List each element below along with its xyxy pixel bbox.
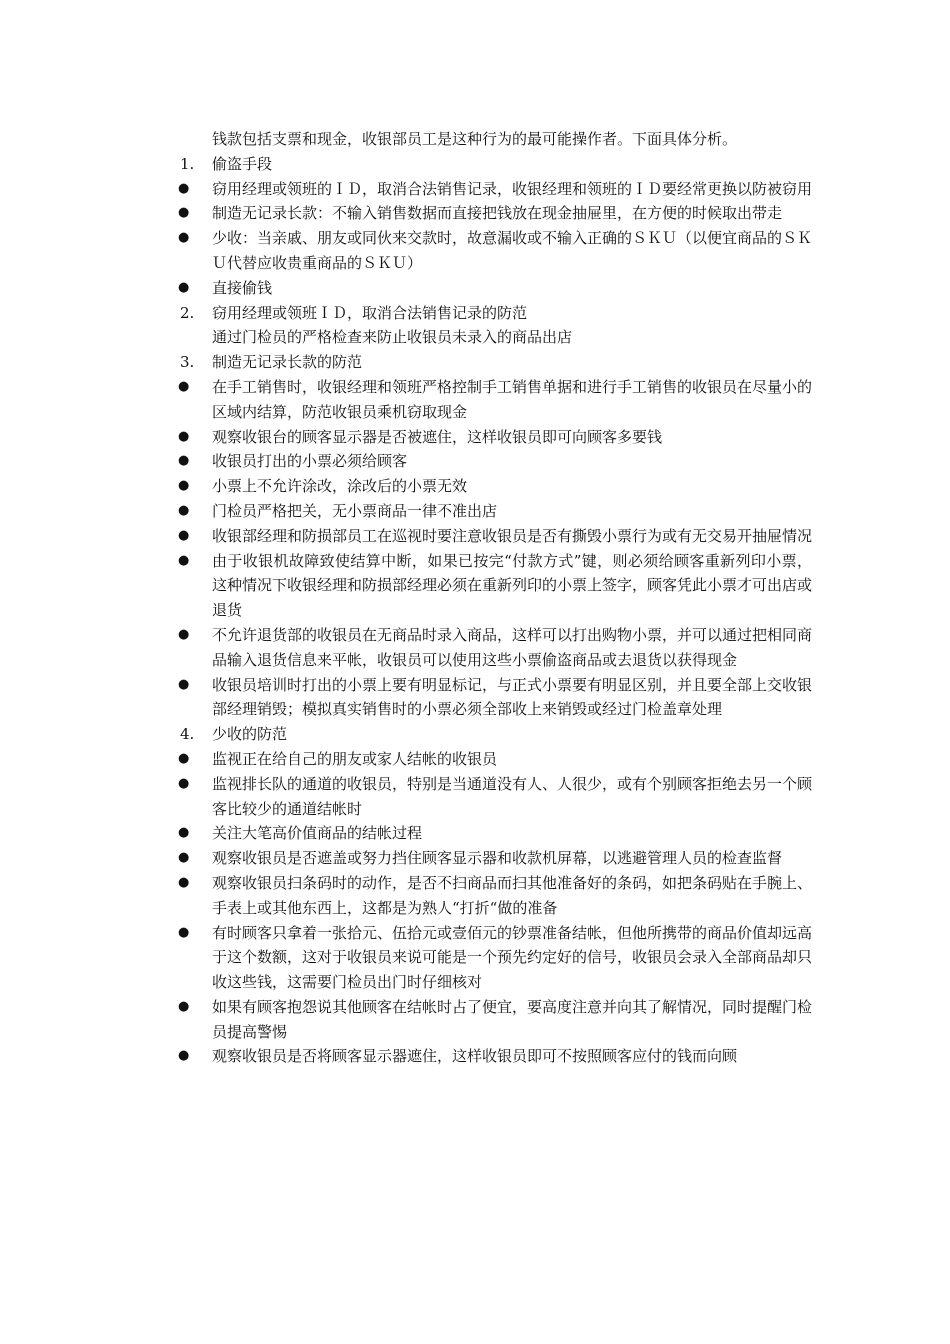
paragraph bbox=[176, 325, 812, 350]
text: 监视正在给自己的朋友或家人结帐的收银员 bbox=[212, 749, 498, 768]
bullet-icon: ● bbox=[178, 750, 190, 766]
text: 窃用经理或领班的ＩＤ，取消合法销售记录，收银经理和领班的ＩＤ要经常更换以防被窃用 bbox=[212, 179, 813, 198]
text: 直接偷钱 bbox=[212, 278, 273, 297]
bullet-icon: ● bbox=[178, 453, 190, 469]
bullet-icon: ● bbox=[178, 1048, 190, 1064]
bullet-item bbox=[176, 474, 812, 499]
text: 制造无记录长款：不输入销售数据而直接把钱放在现金抽屉里，在方便的时候取出带走 bbox=[212, 204, 783, 223]
bullet-icon: ● bbox=[178, 428, 190, 444]
numbered-heading bbox=[176, 301, 812, 326]
list-number: 4. bbox=[180, 725, 195, 744]
bullet-icon: ● bbox=[178, 825, 190, 841]
bullet-icon: ● bbox=[178, 527, 190, 543]
text: 观察收银台的顾客显示器是否被遮住，这样收银员即可向顾客多要钱 bbox=[212, 427, 663, 446]
text: 小票上不允许涂改，涂改后的小票无效 bbox=[212, 477, 468, 496]
list-number: 1. bbox=[180, 154, 195, 173]
bullet-icon: ● bbox=[178, 626, 190, 642]
text: 少收：当亲戚、朋友或同伙来交款时，故意漏收或不输入正确的ＳＫＵ（以便宜商品的ＳＫＵ代替应收贵重商品的ＳＫＵ） bbox=[212, 229, 813, 272]
text: 在手工销售时，收银经理和领班严格控制手工销售单据和进行手工销售的收银员在尽量小的区域内结算，防范收银员乘机窃取现金 bbox=[212, 377, 813, 421]
text: 收银员打出的小票必须给顾客 bbox=[212, 452, 408, 471]
bullet-icon: ● bbox=[178, 478, 190, 494]
numbered-heading bbox=[176, 350, 812, 375]
text: 少收的防范 bbox=[212, 725, 288, 744]
text: 收银部经理和防损部员工在巡视时要注意收银员是否有撕毁小票行为或有无交易开抽屉情况 bbox=[212, 526, 813, 545]
bullet-item bbox=[176, 846, 812, 871]
paragraph bbox=[176, 127, 812, 152]
bullet-item bbox=[176, 201, 812, 226]
text: 观察收银员扫条码时的动作，是否不扫商品而扫其他准备好的条码，如把条码贴在手腕上、手表上或其他东西上，这都是为熟人“打折“做的准备 bbox=[212, 873, 813, 917]
text: 偷盗手段 bbox=[212, 154, 273, 173]
bullet-item bbox=[176, 821, 812, 846]
bullet-item bbox=[176, 747, 812, 772]
bullet-icon: ● bbox=[178, 874, 190, 890]
bullet-item bbox=[176, 921, 812, 995]
bullet-item bbox=[176, 623, 812, 673]
text: 门检员严格把关，无小票商品一律不准出店 bbox=[212, 501, 498, 520]
text: 有时顾客只拿着一张拾元、伍拾元或壹佰元的钞票准备结帐，但他所携带的商品价值却远高于这个数额，这对于收银员来说可能是一个预先约定好的信号，收银员会录入全部商品却只收这些钱，这需要门检员出门时仔细核对 bbox=[212, 923, 813, 992]
bullet-icon: ● bbox=[178, 998, 190, 1014]
text: 观察收银员是否遮盖或努力挡住顾客显示器和收款机屏幕，以逃避管理人员的检查监督 bbox=[212, 849, 783, 868]
text: 如果有顾客抱怨说其他顾客在结帐时占了便宜，要高度注意并向其了解情况，同时提醒门检员提高警惕 bbox=[212, 997, 813, 1041]
numbered-heading bbox=[176, 722, 812, 747]
numbered-heading bbox=[176, 152, 812, 177]
text: 窃用经理或领班ＩＤ，取消合法销售记录的防范 bbox=[212, 303, 528, 322]
list-number: 2. bbox=[180, 303, 195, 322]
text: 制造无记录长款的防范 bbox=[212, 353, 363, 372]
bullet-icon: ● bbox=[178, 676, 190, 692]
bullet-icon: ● bbox=[178, 378, 190, 394]
bullet-item bbox=[176, 995, 812, 1045]
bullet-icon: ● bbox=[178, 775, 190, 791]
bullet-icon: ● bbox=[178, 279, 190, 295]
bullet-icon: ● bbox=[178, 205, 190, 221]
bullet-icon: ● bbox=[178, 850, 190, 866]
bullet-item bbox=[176, 871, 812, 921]
text: 不允许退货部的收银员在无商品时录入商品，这样可以打出购物小票，并可以通过把相同商品输入退货信息来平帐，收银员可以使用这些小票偷盗商品或去退货以获得现金 bbox=[212, 625, 813, 669]
bullet-icon: ● bbox=[178, 180, 190, 196]
bullet-icon: ● bbox=[178, 552, 190, 568]
text: 监视排长队的通道的收银员，特别是当通道没有人、人很少，或有个别顾客拒绝去另一个顾客比较少的通道结帐时 bbox=[212, 774, 813, 818]
bullet-item bbox=[176, 375, 812, 425]
bullet-icon: ● bbox=[178, 924, 190, 940]
text: 收银员培训时打出的小票上要有明显标记，与正式小票要有明显区别，并且要全部上交收银部经理销毁；模拟真实销售时的小票必须全部收上来销毁或经过门检盖章处理 bbox=[212, 675, 813, 719]
bullet-item bbox=[176, 1044, 812, 1069]
bullet-item bbox=[176, 276, 812, 301]
bullet-item bbox=[176, 226, 812, 276]
bullet-item bbox=[176, 549, 812, 623]
bullet-item bbox=[176, 425, 812, 450]
text: 由于收银机故障致使结算中断，如果已按完“付款方式”键，则必须给顾客重新列印小票，这种情况下收银经理和防损部经理必须在重新列印的小票上签字，顾客凭此小票才可出店或退货 bbox=[212, 551, 813, 620]
bullet-item bbox=[176, 524, 812, 549]
bullet-icon: ● bbox=[178, 502, 190, 518]
bullet-item bbox=[176, 449, 812, 474]
text: 通过门检员的严格检查来防止收银员未录入的商品出店 bbox=[212, 328, 573, 347]
text: 钱款包括支票和现金，收银部员工是这种行为的最可能操作者。下面具体分析。 bbox=[212, 130, 738, 148]
bullet-item bbox=[176, 673, 812, 723]
document-body bbox=[176, 127, 812, 1069]
bullet-icon: ● bbox=[178, 230, 190, 246]
list-number: 3. bbox=[180, 353, 195, 372]
bullet-item bbox=[176, 499, 812, 524]
bullet-item bbox=[176, 177, 812, 202]
bullet-item bbox=[176, 772, 812, 822]
text: 关注大笔高价值商品的结帐过程 bbox=[212, 824, 423, 843]
text: 观察收银员是否将顾客显示器遮住，这样收银员即可不按照顾客应付的钱而向顾 bbox=[212, 1047, 738, 1066]
